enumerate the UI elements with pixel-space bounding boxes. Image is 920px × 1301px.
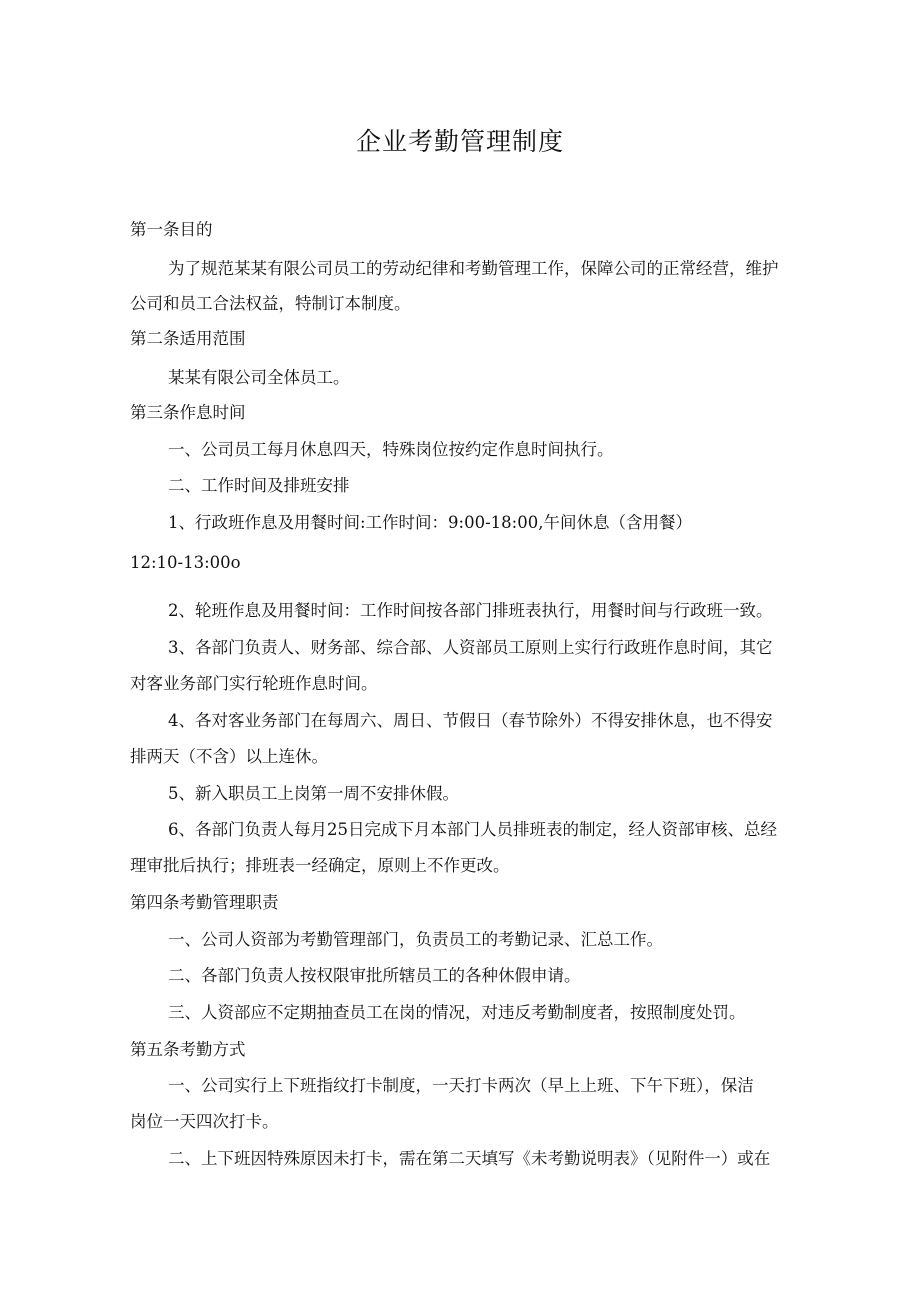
paragraph-line: 二、上下班因特殊原因未打卡，需在第二天填写《未考勤说明表》（见附件一）或在 [168,1149,771,1168]
article-1-heading: 第一条目的 [130,220,213,239]
paragraph-line: 4、各对客业务部门在每周六、周日、节假日（春节除外）不得安排休息，也不得安 [168,711,773,730]
paragraph-line: 二、各部门负责人按权限审批所辖员工的各种休假申请。 [168,966,581,985]
document-title: 企业考勤管理制度 [355,127,564,156]
paragraph-line: 理审批后执行；排班表一经确定，原则上不作更改。 [130,856,510,875]
paragraph-line: 2、轮班作息及用餐时间：工作时间按各部门排班表执行，用餐时间与行政班一致。 [168,601,773,620]
paragraph-line: 二、工作时间及排班安排 [168,476,350,495]
paragraph-line: 3、各部门负责人、财务部、综合部、人资部员工原则上实行行政班作息时间，其它 [168,638,773,657]
article-5-heading: 第五条考勤方式 [130,1040,246,1059]
paragraph-line: 三、人资部应不定期抽查员工在岗的情况，对违反考勤制度者，按照制度处罚。 [168,1003,746,1022]
paragraph-line: 为了规范某某有限公司员工的劳动纪律和考勤管理工作，保障公司的正常经营，维护 [168,259,779,278]
article-2-heading: 第二条适用范围 [130,329,246,348]
article-3-heading: 第三条作息时间 [130,403,246,422]
article-4-heading: 第四条考勤管理职责 [130,893,279,912]
paragraph-line: 一、公司人资部为考勤管理部门，负责员工的考勤记录、汇总工作。 [168,930,663,949]
paragraph-line: 12:10-13:00o [130,553,241,572]
paragraph-line: 某某有限公司全体员工。 [168,368,350,387]
paragraph-line: 岗位一天四次打卡。 [130,1112,279,1131]
paragraph-line: 5、新入职员工上岗第一周不安排休假。 [168,784,459,803]
paragraph-line: 一、公司员工每月休息四天，特殊岗位按约定作息时间执行。 [168,440,614,459]
paragraph-line: 6、各部门负责人每月25日完成下月本部门人员排班表的制定，经人资部审核、总经 [168,820,777,839]
paragraph-line: 一、公司实行上下班指纹打卡制度，一天打卡两次（早上上班、下午下班），保洁 [168,1076,754,1095]
paragraph-line: 1、行政班作息及用餐时间:工作时间：9:00-18:00,午间休息（含用餐） [168,513,692,532]
paragraph-line: 公司和员工合法权益，特制订本制度。 [130,294,411,313]
paragraph-line: 对客业务部门实行轮班作息时间。 [130,674,378,693]
paragraph-line: 排两天（不含）以上连休。 [130,747,328,766]
